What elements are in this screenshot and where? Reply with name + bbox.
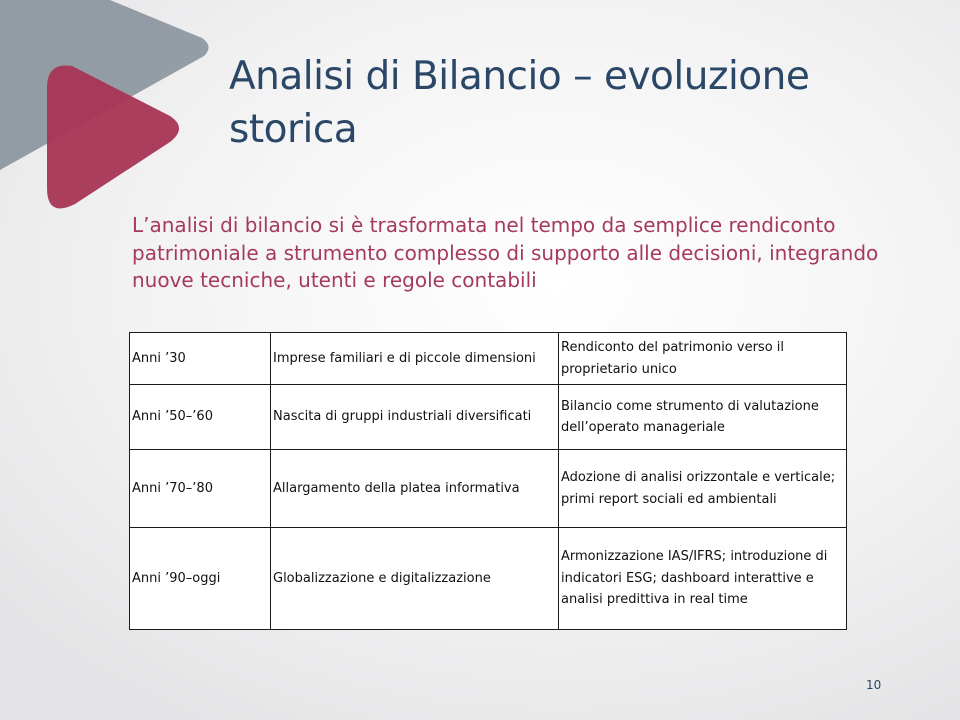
page-number: 10 — [866, 678, 882, 692]
period-cell: Anni ’30 — [130, 333, 271, 385]
role-cell: Adozione di analisi orizzontale e verticale; primi report sociali ed ambientali — [559, 450, 847, 528]
table-row — [130, 528, 847, 630]
context-cell: Imprese familiari e di piccole dimensioni — [271, 333, 559, 385]
context-cell: Allargamento della platea informativa — [271, 450, 559, 528]
table-row — [130, 385, 847, 450]
period-cell: Anni ’90–oggi — [130, 528, 271, 630]
context-cell: Globalizzazione e digitalizzazione — [271, 528, 559, 630]
decorative-triangle-shapes — [0, 0, 215, 215]
period-cell: Anni ’50–’60 — [130, 385, 271, 450]
role-cell: Rendiconto del patrimonio verso il proprietario unico — [559, 333, 847, 385]
evolution-table — [129, 332, 847, 630]
slide-title: Analisi di Bilancio – evoluzione storica — [229, 54, 810, 152]
table-row — [130, 333, 847, 385]
role-cell: Armonizzazione IAS/IFRS; introduzione di indicatori ESG; dashboard interattive e analisi predittiva in real time — [559, 528, 847, 630]
table-row — [130, 450, 847, 528]
context-cell: Nascita di gruppi industriali diversificati — [271, 385, 559, 450]
role-cell: Bilancio come strumento di valutazione dell’operato manageriale — [559, 385, 847, 450]
period-cell: Anni ’70–’80 — [130, 450, 271, 528]
slide-subtitle: L’analisi di bilancio si è trasformata nel tempo da semplice rendiconto patrimoniale a strumento complesso di supporto alle decisioni, integrando nuove tecniche, utenti e regole contabili — [132, 213, 879, 292]
